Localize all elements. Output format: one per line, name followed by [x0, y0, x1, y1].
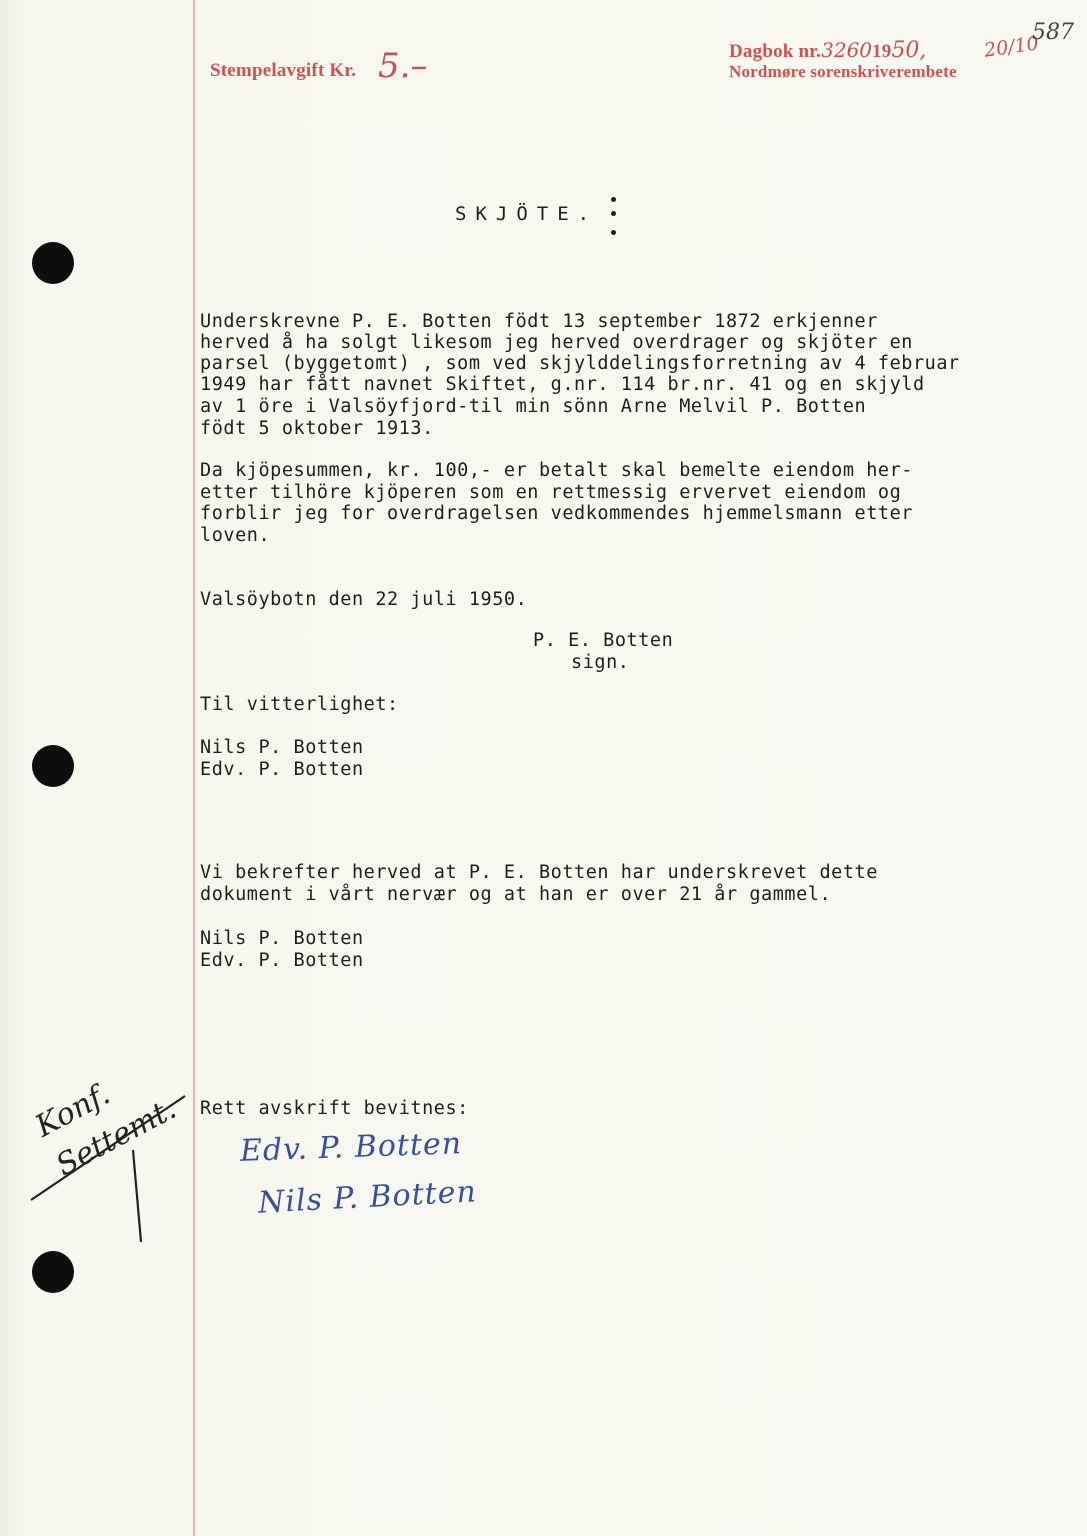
body-line-4: 1949 har fått navnet Skiftet, g.nr. 114 br.nr. 41 og en skjyld: [200, 374, 925, 395]
body-line-5: av 1 öre i Valsöyfjord-til min sönn Arne Melvil P. Botten: [200, 396, 867, 417]
journal-line: [729, 38, 926, 63]
handwritten-signature-2: Nils P. Botten: [257, 1174, 478, 1221]
margin-note: Konf. Settemt.: [29, 1076, 182, 1184]
punch-hole-top: [32, 242, 74, 284]
stamp-fee-label: Stempelavgift Kr.: [210, 60, 357, 81]
confirm-witness-1: Nils P. Botten: [200, 928, 364, 949]
witness-2: Edv. P. Botten: [200, 759, 364, 780]
title-colon-marks: [611, 197, 617, 237]
confirm-witness-2: Edv. P. Botten: [200, 950, 364, 971]
journal-number: 3260: [821, 38, 873, 62]
margin-rule: [193, 0, 195, 1536]
page-number: 587: [1032, 20, 1074, 45]
place-date: Valsöybotn den 22 juli 1950.: [200, 589, 528, 610]
certify-label: Rett avskrift bevitnes:: [200, 1098, 469, 1119]
journal-label: Dagbok nr.: [729, 41, 822, 62]
body2-line-4: loven.: [200, 525, 271, 546]
handwritten-signature-1: Edv. P. Botten: [239, 1126, 463, 1169]
margin-note-scribble: [25, 1090, 195, 1250]
signer-sign: sign.: [571, 652, 630, 673]
journal-year-prefix: 19: [872, 41, 892, 62]
punch-hole-bottom: [32, 1251, 74, 1293]
body2-line-2: etter tilhöre kjöperen som en rettmessig ervervet eiendom og: [200, 482, 902, 503]
journal-date-hand: 20/10: [982, 32, 1041, 62]
journal-year-hand: 50,: [891, 38, 927, 63]
witness-1: Nils P. Botten: [200, 737, 364, 758]
punch-hole-middle: [32, 745, 74, 787]
body-line-3: parsel (byggetomt) , som ved skjylddelingsforretning av 4 februar: [200, 353, 960, 374]
body2-line-3: forblir jeg for overdragelsen vedkommendes hjemmelsmann etter: [200, 503, 913, 524]
body-line-6: födt 5 oktober 1913.: [200, 418, 434, 439]
document-title: SKJÖTE.: [455, 203, 599, 225]
witness-heading: Til vitterlighet:: [200, 694, 399, 715]
stamp-fee-value: 5.–: [378, 46, 428, 86]
body-line-1: Underskrevne P. E. Botten födt 13 september 1872 erkjenner: [200, 311, 878, 332]
body-line-2: herved å ha solgt likesom jeg herved overdrager og skjöter en: [200, 332, 913, 353]
confirm-line-2: dokument i vårt nervær og at han er over 21 år gammel.: [200, 884, 832, 905]
office-stamp: Nordmøre sorenskriverembete: [729, 62, 957, 81]
confirm-line-1: Vi bekrefter herved at P. E. Botten har underskrevet dette: [200, 862, 878, 883]
signer-name: P. E. Botten: [533, 630, 674, 651]
body2-line-1: Da kjöpesummen, kr. 100,- er betalt skal bemelte eiendom her-: [200, 460, 913, 481]
